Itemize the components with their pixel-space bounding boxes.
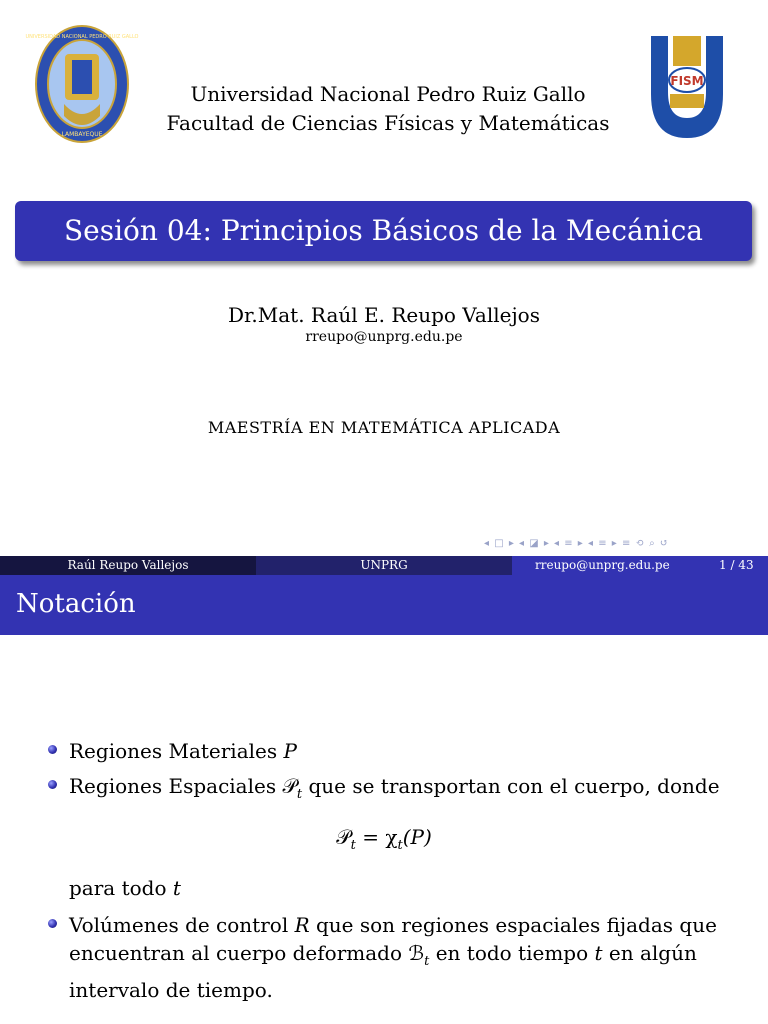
paragraph [69, 876, 181, 900]
bullet-icon [48, 780, 57, 789]
eq-sub: t [397, 838, 403, 853]
seal-bottom-text: LAMBAYEQUE [61, 131, 103, 138]
eq-lhs: 𝒫 [336, 825, 351, 849]
faculty-name: Facultad de Ciencias Físicas y Matemáticas [166, 111, 610, 135]
bullet-icon [48, 745, 57, 754]
item-text: Regiones Materiales [69, 739, 284, 763]
program-name: MAESTRÍA EN MATEMÁTICA APLICADA [207, 418, 561, 437]
fism-logo-text: FISM [670, 74, 704, 88]
math-var: t [172, 876, 181, 900]
fism-logo [646, 30, 728, 144]
eq-rhs: (P) [402, 825, 432, 849]
institution-block [130, 80, 646, 138]
item-text: encuentran al cuerpo deformado [69, 941, 409, 965]
eq-mid: = χ [355, 825, 398, 849]
footer-institution: UNPRG [256, 556, 512, 575]
math-sub: t [296, 787, 303, 802]
eq-sub: t [350, 838, 356, 853]
equation [0, 825, 768, 853]
math-var: 𝒫 [282, 774, 297, 798]
item-text: en algún [602, 941, 697, 965]
item-text: Regiones Espaciales [69, 774, 283, 798]
university-name: Universidad Nacional Pedro Ruiz Gallo [190, 82, 586, 106]
math-sub: t [424, 954, 430, 969]
math-var: ℬ [408, 941, 425, 965]
math-var: t [594, 941, 603, 965]
footer-page-number: 1 / 43 [719, 558, 754, 572]
beamer-navigation-icons[interactable]: ◂ □ ▸ ◂ ◪ ▸ ◂ ≡ ▸ ◂ ≡ ▸ ≡ ⟲ ⌕ ↺ [484, 538, 670, 549]
para-text: para todo [69, 876, 173, 900]
item-text: en todo tiempo [429, 941, 595, 965]
frame-title-bar [0, 575, 768, 635]
slide-footer [0, 556, 768, 575]
author-email: rreupo@unprg.edu.pe [305, 329, 463, 345]
author-name: Dr.Mat. Raúl E. Reupo Vallejos [228, 303, 540, 327]
frame-title: Notación [16, 589, 136, 619]
title-box [15, 201, 752, 261]
item-text: que se transportan con el cuerpo, donde [302, 774, 720, 798]
math-var: P [283, 739, 297, 763]
footer-author: Raúl Reupo Vallejos [0, 556, 256, 575]
footer-right [512, 556, 768, 575]
item-text: Volúmenes de control [69, 913, 295, 937]
math-var: R [294, 913, 310, 937]
item-text: que son regiones espaciales fijadas que [309, 913, 717, 937]
presentation-title: Sesión 04: Principios Básicos de la Mecánica [63, 214, 703, 247]
footer-email: rreupo@unprg.edu.pe [535, 558, 670, 572]
item-text: intervalo de tiempo. [69, 978, 273, 1002]
seal-ring-text: UNIVERSIDAD NACIONAL PEDRO RUIZ GALLO [25, 34, 139, 40]
notation-slide [0, 575, 768, 1024]
bullet-icon [48, 919, 57, 928]
unprg-seal-logo [25, 24, 139, 144]
